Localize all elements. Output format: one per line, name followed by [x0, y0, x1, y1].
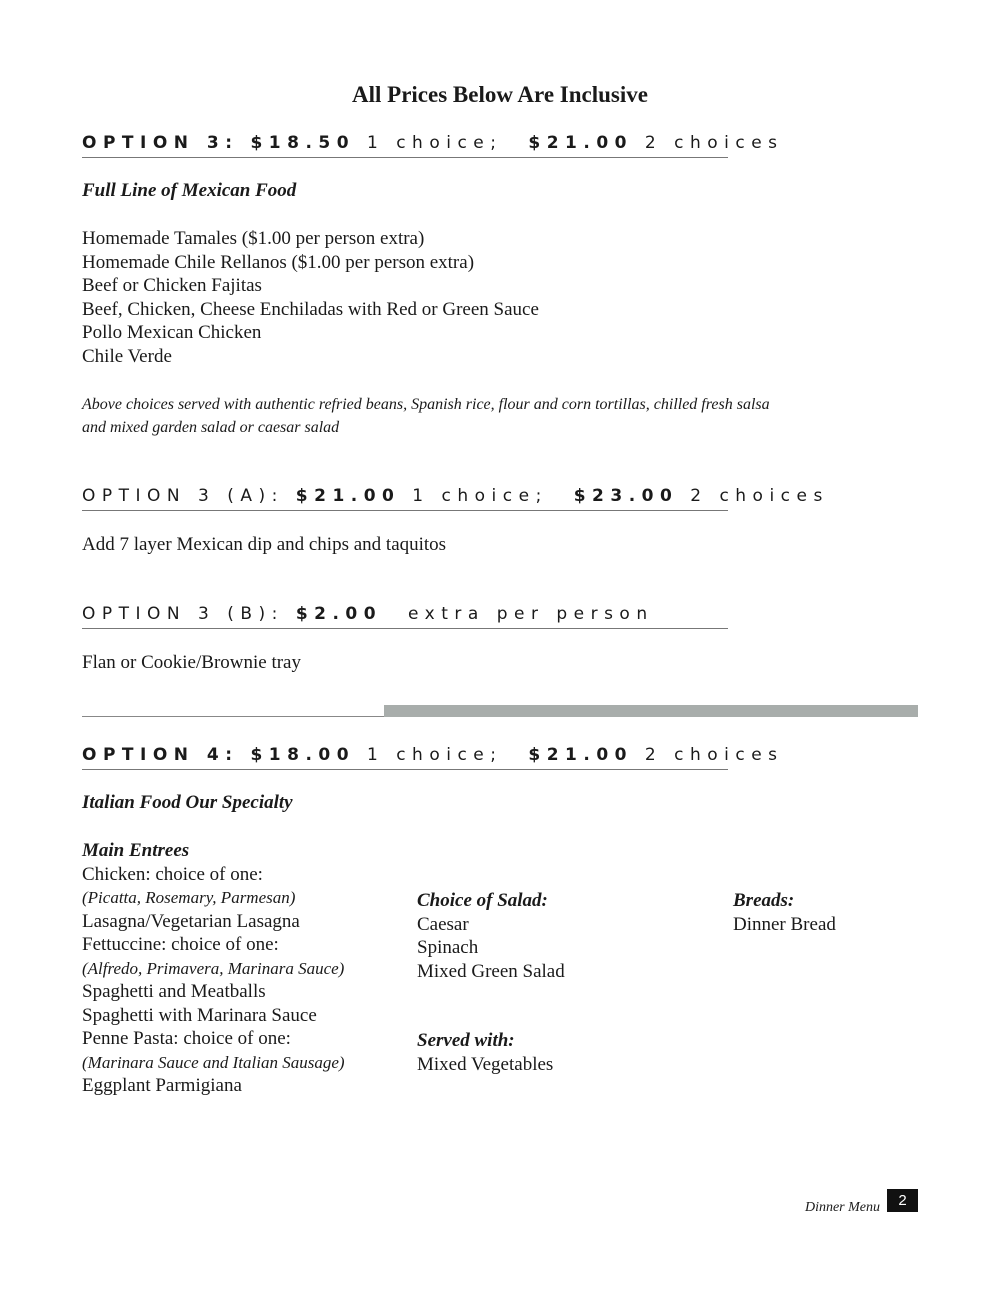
list-item: Beef, Chicken, Cheese Enchiladas with Red or Green Sauce [82, 298, 539, 320]
list-item: Dinner Bread [733, 913, 836, 935]
page-number: 2 [887, 1189, 918, 1212]
option3-choice1: 1 choice; [366, 133, 503, 153]
footer-label: Dinner Menu [804, 1200, 880, 1215]
list-item: Chicken: choice of one: [82, 863, 263, 885]
option3-subtitle: Full Line of Mexican Food [82, 180, 297, 201]
option3b-label: OPTION 3 (B): [82, 604, 284, 624]
list-item: (Marinara Sauce and Italian Sausage) [82, 1052, 345, 1072]
option4-choice1: 1 choice; [366, 745, 503, 765]
option3b-suffix: extra per person [408, 604, 654, 624]
entrees-column [82, 839, 345, 1098]
list-item: Caesar [417, 913, 469, 935]
option4-label: OPTION 4: [82, 745, 239, 765]
list-item: Homemade Chile Rellanos ($1.00 per person extra) [82, 251, 475, 273]
list-item: (Alfredo, Primavera, Marinara Sauce) [82, 958, 345, 978]
salad-heading: Choice of Salad: [417, 890, 548, 911]
option4-choice2: 2 choices [644, 745, 784, 765]
option3-price1: $18.50 [250, 133, 356, 153]
served-column [417, 1029, 553, 1076]
option3b-text: Flan or Cookie/Brownie tray [82, 652, 301, 673]
option3-items [82, 227, 539, 368]
list-item: Eggplant Parmigiana [82, 1075, 242, 1096]
option4-price2: $21.00 [528, 745, 633, 765]
list-item: Mixed Vegetables [417, 1053, 554, 1075]
option3-note [82, 393, 842, 439]
list-item: Pollo Mexican Chicken [82, 322, 262, 343]
section-divider-bar [384, 705, 918, 717]
option4-price1: $18.00 [250, 745, 356, 765]
option3b-price: $2.00 [295, 604, 383, 624]
entrees-heading: Main Entrees [82, 840, 190, 861]
list-item: Chile Verde [82, 345, 172, 367]
option3b-header [82, 604, 728, 629]
list-item: Homemade Tamales ($1.00 per person extra) [82, 228, 425, 249]
list-item: Mixed Green Salad [417, 960, 565, 982]
option3a-label: OPTION 3 (A): [82, 486, 284, 506]
option3-label: OPTION 3: [82, 133, 239, 153]
served-heading: Served with: [417, 1030, 515, 1051]
list-item: Fettuccine: choice of one: [82, 934, 279, 955]
salad-column [417, 889, 565, 983]
breads-column [733, 889, 836, 936]
list-item: Beef or Chicken Fajitas [82, 275, 262, 296]
option3a-text: Add 7 layer Mexican dip and chips and taquitos [82, 534, 447, 555]
option3-price2: $21.00 [528, 133, 633, 153]
note-line: and mixed garden salad or caesar salad [82, 419, 340, 436]
option3-choice2: 2 choices [644, 133, 784, 153]
list-item: Penne Pasta: choice of one: [82, 1028, 291, 1049]
list-item: Spaghetti and Meatballs [82, 981, 266, 1002]
option3a-header [82, 486, 829, 511]
option3-header [82, 133, 784, 158]
option4-subtitle: Italian Food Our Specialty [82, 792, 293, 813]
list-item: Lasagna/Vegetarian Lasagna [82, 910, 300, 932]
note-line: Above choices served with authentic refried beans, Spanish rice, flour and corn tortillas, chilled fresh salsa [82, 396, 770, 413]
option4-header [82, 745, 784, 770]
option3a-choice1: 1 choice; [412, 486, 548, 506]
list-item: Spaghetti with Marinara Sauce [82, 1004, 317, 1026]
breads-heading: Breads: [733, 890, 795, 911]
option3a-choice2: 2 choices [690, 486, 829, 506]
list-item: Spinach [417, 937, 479, 958]
option3a-price1: $21.00 [295, 486, 401, 506]
option3a-price2: $23.00 [573, 486, 679, 506]
section-divider-line [82, 716, 384, 717]
page-title: All Prices Below Are Inclusive [352, 82, 648, 107]
list-item: (Picatta, Rosemary, Parmesan) [82, 888, 296, 907]
